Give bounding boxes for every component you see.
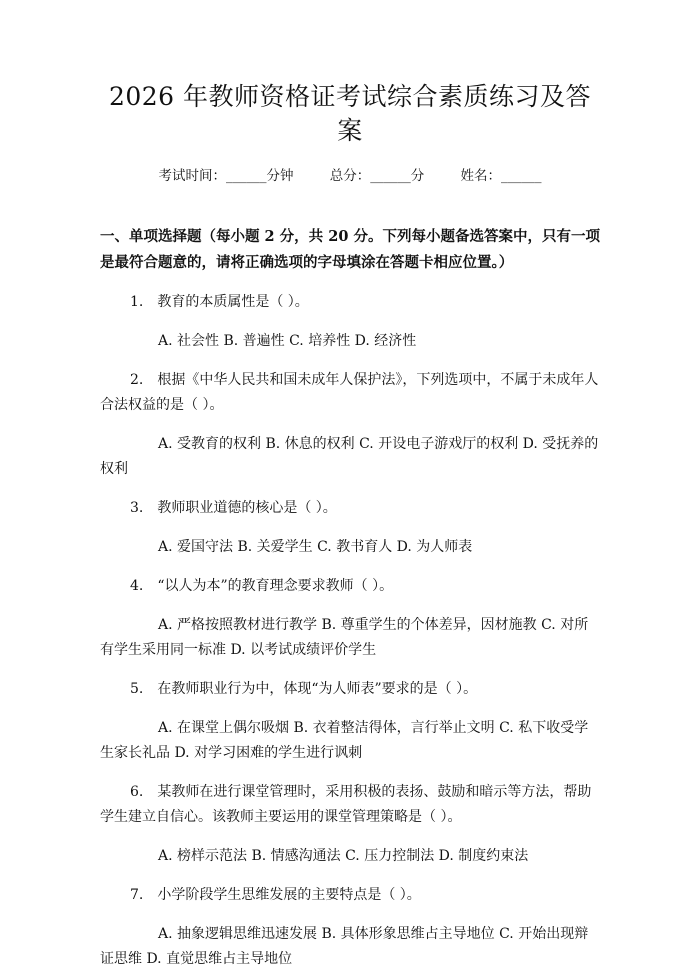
question-number: 3. xyxy=(130,500,144,516)
question-number: 5. xyxy=(130,681,144,697)
document-title: 2026 年教师资格证考试综合素质练习及答案 xyxy=(108,82,592,145)
section-heading: 一、单项选择题（每小题 2 分，共 20 分。下列每小题备选答案中，只有一项是最符合题意的，请将正确选项的字母填涂在答题卡相应位置。） xyxy=(100,228,600,271)
exam-time-field: 考试时间：______分钟 xyxy=(158,168,294,184)
question-stem xyxy=(100,290,600,315)
question-stem xyxy=(100,677,600,702)
question-options: A. 抽象逻辑思维迅速发展 B. 具体形象思维占主导地位 C. 开始出现辩证思维 D. 直觉思维占主导地位 xyxy=(100,926,589,967)
question-text: “以人为本”的教育理念要求教师（ ）。 xyxy=(157,578,394,594)
question-options: A. 榜样示范法 B. 情感沟通法 C. 压力控制法 D. 制度约束法 xyxy=(158,848,529,864)
question-text: 在教师职业行为中，体现“为人师表”要求的是（ ）。 xyxy=(157,681,478,697)
question-stem xyxy=(100,780,600,830)
question-number: 2. xyxy=(130,372,144,388)
question-text: 某教师在进行课堂管理时，采用积极的表扬、鼓励和暗示等方法，帮助学生建立自信心。该教师主要运用的课堂管理策略是（ ）。 xyxy=(100,784,592,825)
question-text: 教育的本质属性是（ ）。 xyxy=(157,294,309,310)
question-options: A. 爱国守法 B. 关爱学生 C. 教书育人 D. 为人师表 xyxy=(158,539,473,555)
question-stem xyxy=(100,496,600,521)
question-text: 根据《中华人民共和国未成年人保护法》，下列选项中，不属于未成年人合法权益的是（ ）。 xyxy=(100,372,599,413)
name-field: 姓名：______ xyxy=(460,168,542,184)
question-stem xyxy=(100,883,600,908)
question-number: 6. xyxy=(130,784,144,800)
question-number: 4. xyxy=(130,578,144,594)
question-stem xyxy=(100,368,600,418)
question-options: A. 社会性 B. 普遍性 C. 培养性 D. 经济性 xyxy=(158,333,417,349)
question-number: 1. xyxy=(130,294,144,310)
total-score-field: 总分：______分 xyxy=(329,168,425,184)
exam-meta xyxy=(100,166,600,186)
question-options: A. 严格按照教材进行教学 B. 尊重学生的个体差异，因材施教 C. 对所有学生采用同一标准 D. 以考试成绩评价学生 xyxy=(100,617,589,658)
question-text: 教师职业道德的核心是（ ）。 xyxy=(157,500,337,516)
question-options: A. 在课堂上偶尔吸烟 B. 衣着整洁得体，言行举止文明 C. 私下收受学生家长礼品 D. 对学习困难的学生进行讽刺 xyxy=(100,720,589,761)
question-stem xyxy=(100,574,600,599)
question-options: A. 受教育的权利 B. 休息的权利 C. 开设电子游戏厅的权利 D. 受抚养的权利 xyxy=(100,436,599,477)
question-number: 7. xyxy=(130,887,144,903)
question-list xyxy=(100,290,600,972)
question-text: 小学阶段学生思维发展的主要特点是（ ）。 xyxy=(157,887,421,903)
